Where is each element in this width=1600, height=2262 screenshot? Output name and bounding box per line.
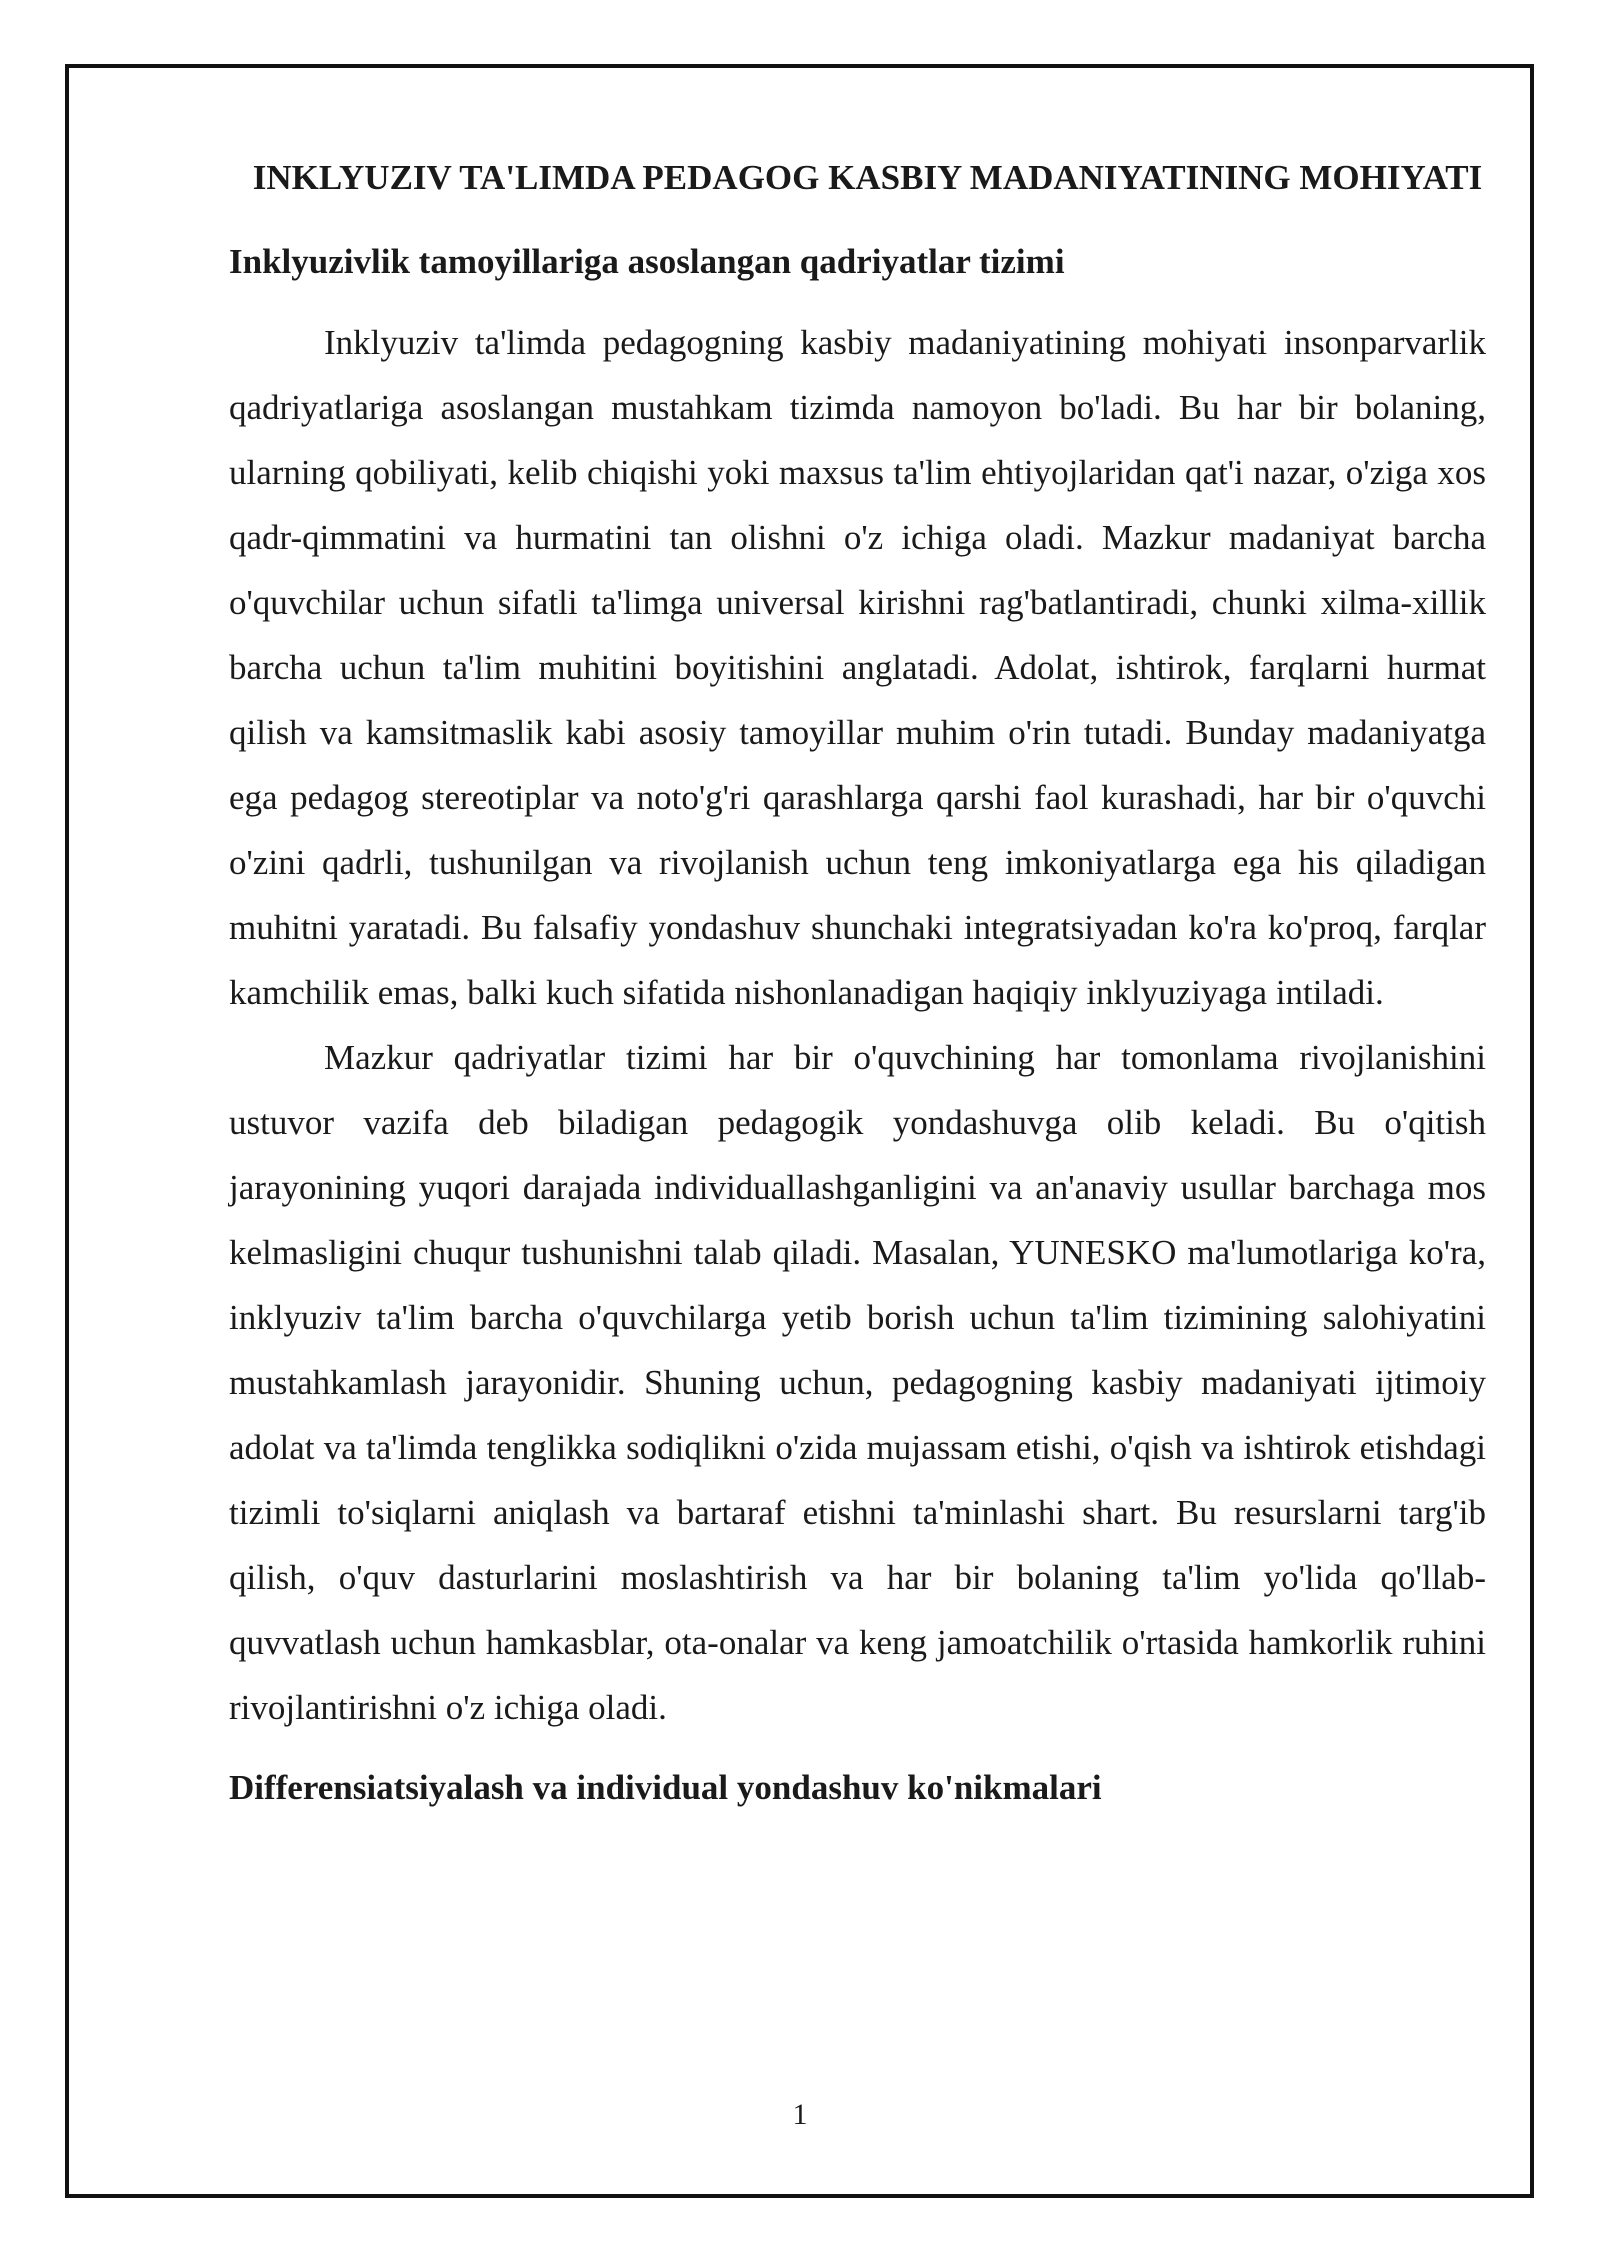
page-number: 1 xyxy=(792,2098,808,2131)
paragraph-1: Inklyuziv ta'limda pedagogning kasbiy madaniyatining mohiyati insonparvarlik qadriyatlariga asoslangan mustahkam tizimda namoyon bo'ladi. Bu har bir bolaning, ularning qobiliyati, kelib chiqishi yoki maxsus ta'lim ehtiyojlaridan qat'i nazar, o'ziga xos qadr-qimmatini va hurmatini tan olishni o'z ichiga oladi. Mazkur madaniyat barcha o'quvchilar uchun sifatli ta'limga universal kirishni rag'batlantiradi, chunki xilma-xillik barcha uchun ta'lim muhitini boyitishini anglatadi. Adolat, ishtirok, farqlarni hurmat qilish va kamsitmaslik kabi asosiy tamoyillar muhim o'rin tutadi. Bunday madaniyatga ega pedagog stereotiplar va noto'g'ri qarashlarga qarshi faol kurashadi, har bir o'quvchi o'zini qadrli, tushunilgan va rivojlanish uchun teng imkoniyatlarga ega his qiladigan muhitni yaratadi. Bu falsafiy yondashuv shunchaki integratsiyadan ko'ra ko'proq, farqlar kamchilik emas, balki kuch sifatida nishonlanadigan haqiqiy inklyuziyaga intiladi. xyxy=(229,323,1486,1012)
section-heading-values: Inklyuzivlik tamoyillariga asoslangan qadriyatlar tizimi xyxy=(229,242,1065,281)
document-title: INKLYUZIV TA'LIMDA PEDAGOG KASBIY MADANIYATINING MOHIYATI xyxy=(252,158,1483,197)
document-body xyxy=(229,146,1486,1820)
paragraph-2: Mazkur qadriyatlar tizimi har bir o'quvchining har tomonlama rivojlanishini ustuvor vazifa deb biladigan pedagogik yondashuvga olib keladi. Bu o'qitish jarayonining yuqori darajada individuallashganligini va an'anaviy usullar barchaga mos kelmasligini chuqur tushunishni talab qiladi. Masalan, YUNESKO ma'lumotlariga ko'ra, inklyuziv ta'lim barcha o'quvchilarga yetib borish uchun ta'lim tizimining salohiyatini mustahkamlash jarayonidir. Shuning uchun, pedagogning kasbiy madaniyati ijtimoiy adolat va ta'limda tenglikka sodiqlikni o'zida mujassam etishi, o'qish va ishtirok etishdagi tizimli to'siqlarni aniqlash va bartaraf etishni ta'minlashi shart. Bu resurslarni targ'ib qilish, o'quv dasturlarini moslashtirish va har bir bolaning ta'lim yo'lida qo'llab-quvvatlash uchun hamkasblar, ota-onalar va keng jamoatchilik o'rtasida hamkorlik ruhini rivojlantirishni o'z ichiga oladi. xyxy=(229,1038,1486,1727)
section-heading-differentiation: Differensiatsiyalash va individual yondashuv ko'nikmalari xyxy=(229,1768,1102,1807)
